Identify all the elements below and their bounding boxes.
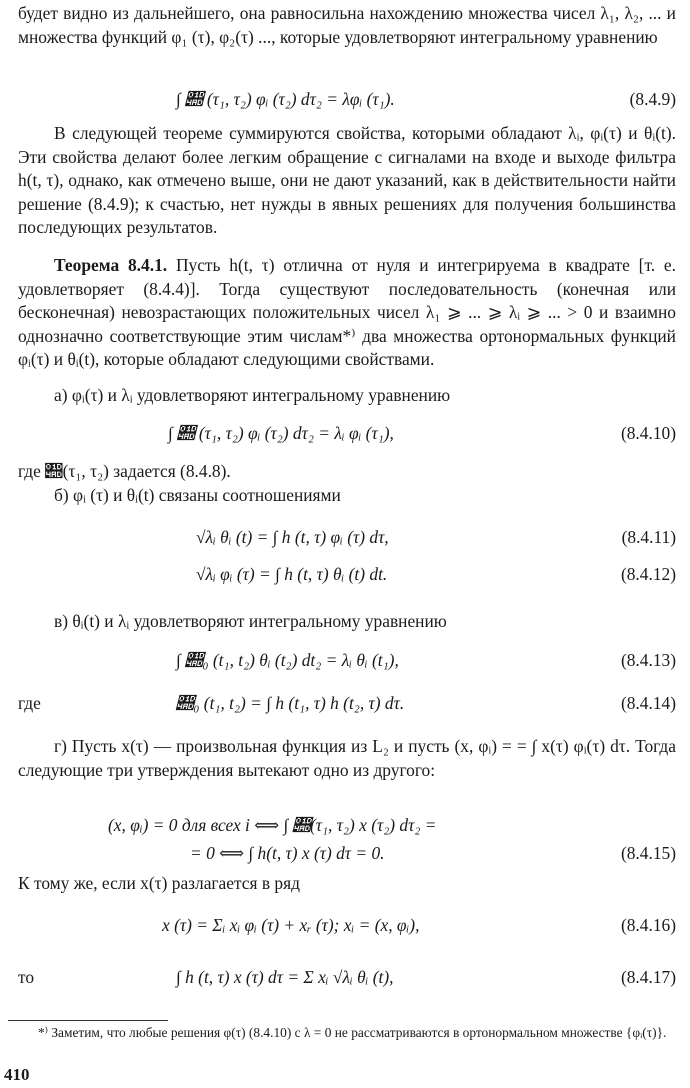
equation-number-8-4-17: (8.4.17) [620,967,676,987]
equation-number-8-4-16: (8.4.16) [620,915,676,935]
equation-8-4-15-line2: = 0 ⟺ ∫ h(t, τ) x (τ) dτ = 0. [190,843,385,863]
page-number: 410 [4,1065,30,1084]
where-label: где [18,693,41,713]
equation-number-8-4-9: (8.4.9) [629,89,676,109]
paragraph-intro: будет видно из дальнейшего, она равносильна нахождению множества чисел λ₁, λ₂, ... и множества функций φ₁ (τ), φ₂(τ) ..., которые удовлетворяют интегральному уравнению [18,3,676,47]
equation-number-8-4-12: (8.4.12) [620,564,676,584]
theorem-statement: Пусть h(t, τ) отлична от нуля и интегрируема в квадрате [т. е. удовлетворяет (8.4.4)]. Тогда существуют последовательность (конечная или бесконечная) невозрастающих положительных чисел λ₁ ⩾ ... ⩾ λᵢ ⩾ ... > 0 и взаимно однозначно соответствующие этим числам*⁾ два множества ортонормальных функций φᵢ(τ) и θᵢ(t), которые обладают следующими свойствами. [18,255,677,369]
where-r-defined: где 𝒭(τ₁, τ₂) задается (8.4.8). [18,461,231,481]
equation-number-8-4-13: (8.4.13) [620,650,676,670]
paragraph-properties: В следующей теореме суммируются свойства, которыми обладают λᵢ, φᵢ(τ) и θᵢ(t). Эти свойства делают более легким обращение с сигналами на входе и выходе фильтра h(t, τ), однако, как отмечено выше, они не дают указаний, как в действительности найти решение (8.4.9); к счастью, нет нужды в явных решениях для получения большинства последующих результатов. [18,123,676,237]
item-a: а) φᵢ(τ) и λᵢ удовлетворяют интегральному уравнению [54,385,451,405]
item-v: в) θᵢ(t) и λᵢ удовлетворяют интегральному уравнению [54,611,447,631]
equation-8-4-9: ∫ 𝒭 (τ₁, τ₂) φᵢ (τ₂) dτ₂ = λφᵢ (τ₁). [176,89,395,109]
equation-8-4-17: ∫ h (t, τ) x (τ) dτ = Σ xᵢ √λᵢ θᵢ (t), [176,967,394,987]
equation-8-4-11: √λᵢ θᵢ (t) = ∫ h (t, τ) φᵢ (τ) dτ, [196,527,389,547]
equation-number-8-4-15: (8.4.15) [620,843,676,863]
theorem-8-4-1 [18,254,676,372]
footnote: *⁾ Заметим, что любые решения φ(τ) (8.4.10) с λ = 0 не рассматриваются в ортонормальном множестве {φᵢ(τ)}. [38,1025,667,1040]
equation-number-8-4-10: (8.4.10) [620,423,676,443]
then-label: то [18,967,35,987]
equation-8-4-14: 𝒭₀ (t₁, t₂) = ∫ h (t₁, τ) h (t₂, τ) dτ. [176,693,405,713]
equation-8-4-10: ∫ 𝒭 (τ₁, τ₂) φᵢ (τ₂) dτ₂ = λᵢ φᵢ (τ₁), [168,423,394,443]
equation-8-4-13: ∫ 𝒭₀ (t₁, t₂) θᵢ (t₂) dt₂ = λᵢ θᵢ (t₁), [176,650,399,670]
paragraph-expansion: К тому же, если x(τ) разлагается в ряд [18,873,300,893]
equation-number-8-4-14: (8.4.14) [620,693,676,713]
item-g: г) Пусть x(τ) — произвольная функция из L₂ и пусть (x, φᵢ) = = ∫ x(τ) φᵢ(τ) dτ. Тогда следующие три утверждения вытекают одно из другого: [18,736,676,780]
equation-8-4-12: √λᵢ φᵢ (τ) = ∫ h (t, τ) θᵢ (t) dt. [196,564,388,584]
footnote-divider [8,1020,168,1021]
equation-number-8-4-11: (8.4.11) [621,527,676,547]
equation-8-4-16: x (τ) = Σᵢ xᵢ φᵢ (τ) + xᵣ (τ); xᵢ = (x, φᵢ), [162,915,420,935]
theorem-label: Теорема 8.4.1. [54,255,168,275]
item-b: б) φᵢ (τ) и θᵢ(t) связаны соотношениями [54,485,341,505]
equation-8-4-15-line1: (x, φᵢ) = 0 для всех i ⟺ ∫ 𝒭(τ₁, τ₂) x (τ₂) dτ₂ = [108,815,437,835]
